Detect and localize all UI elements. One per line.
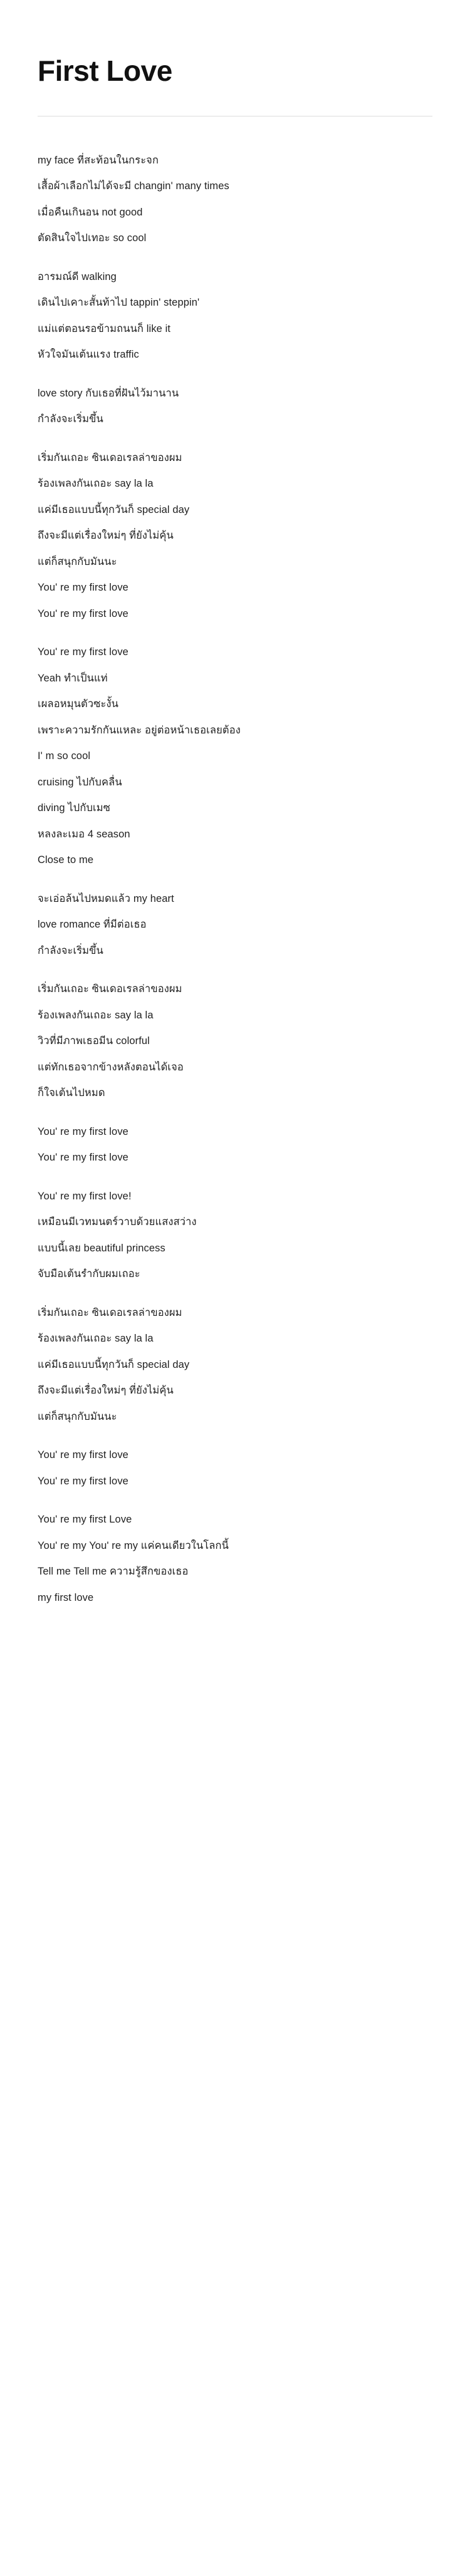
lyrics-stanza [38, 155, 432, 244]
lyrics-body [38, 155, 432, 1603]
lyrics-line: You' re my first love [38, 1152, 128, 1164]
lyrics-line: เหมือนมีเวทมนตร์วาบด้วยแสงสว่าง [38, 1216, 197, 1228]
lyrics-line: my face ที่สะท้อนในกระจก [38, 154, 159, 166]
lyrics-line: จะเอ่อล้นไปหมดแล้ว my heart [38, 892, 174, 904]
lyrics-line: แต่ก็สนุกกับมันนะ [38, 556, 117, 567]
lyrics-stanza [38, 453, 432, 619]
lyrics-line: cruising ไปกับคลื่น [38, 776, 122, 788]
lyrics-line: I' m so cool [38, 750, 91, 762]
lyrics-line: You' re my first Love [38, 1514, 132, 1526]
lyrics-line: Tell me Tell me ความรู้สึกของเธอ [38, 1566, 189, 1578]
lyrics-line: You' re my first love [38, 1449, 128, 1461]
lyrics-stanza [38, 272, 432, 360]
lyrics-stanza [38, 894, 432, 956]
page-title: First Love [38, 54, 172, 87]
lyrics-line: เริ่มกันเถอะ ซินเดอเรลล่าของผม [38, 452, 182, 463]
lyrics-line: เริ่มกันเถอะ ซินเดอเรลล่าของผม [38, 983, 182, 995]
lyrics-line: Yeah ทำเป็นแท่ [38, 672, 108, 684]
lyrics-line: วิวที่มีภาพเธอมีน colorful [38, 1035, 150, 1047]
lyrics-line: ร้องเพลงกันเถอะ say la la [38, 478, 154, 490]
lyrics-line: love story กับเธอที่ฝันไว้มานาน [38, 387, 179, 399]
lyrics-line: You' re my first love [38, 1125, 128, 1137]
lyrics-line: You' re my first love [38, 1475, 128, 1487]
lyrics-line: จับมือเต้นรำกับผมเถอะ [38, 1268, 140, 1280]
lyrics-line: แบบนี้เลย beautiful princess [38, 1242, 165, 1254]
lyrics-line: ถึงจะมีแต่เรื่องใหม่ๆ ที่ยังไม่คุ้น [38, 1385, 174, 1397]
lyrics-line: เผลอหมุนตัวซะงั้น [38, 698, 119, 710]
lyrics-line: อารมณ์ดี walking [38, 271, 117, 282]
lyrics-line: You' re my first love! [38, 1190, 132, 1202]
lyrics-line: Close to me [38, 854, 94, 866]
lyrics-line: You' re my first love [38, 646, 128, 658]
lyrics-line: เสื้อผ้าเลือกไม่ได้จะมี changin' many times [38, 180, 229, 192]
lyrics-stanza [38, 984, 432, 1099]
lyrics-stanza [38, 1514, 432, 1603]
lyrics-line: You' re my You' re my แค่คนเดียวในโลกนี้ [38, 1539, 229, 1551]
lyrics-stanza [38, 647, 432, 866]
lyrics-line: ตัดสินใจไปเทอะ so cool [38, 232, 147, 244]
lyrics-line: แต่ก็สนุกกับมันนะ [38, 1410, 117, 1422]
lyrics-line: เพราะความรักกันแหละ อยู่ต่อหน้าเธอเลยต้อง [38, 724, 241, 736]
lyrics-stanza [38, 388, 432, 425]
lyrics-line: แค่มีเธอแบบนี้ทุกวันก็ special day [38, 504, 190, 515]
lyrics-line: ถึงจะมีแต่เรื่องใหม่ๆ ที่ยังไม่คุ้น [38, 530, 174, 542]
lyrics-line: แต่ทักเธอจากข้างหลังตอนได้เจอ [38, 1061, 184, 1073]
lyrics-stanza [38, 1127, 432, 1163]
lyrics-line: my first love [38, 1591, 94, 1603]
lyrics-stanza [38, 1191, 432, 1280]
lyrics-line: หลงละเมอ 4 season [38, 828, 130, 840]
lyrics-line: เมื่อคืนเกินอน not good [38, 206, 143, 218]
lyrics-line: เดินไปเคาะสั้นท้าไป tappin' steppin' [38, 297, 200, 309]
lyrics-line: You' re my first love [38, 608, 128, 619]
lyrics-line: กำลังจะเริ่มขึ้น [38, 413, 103, 425]
lyrics-line: แค่มีเธอแบบนี้ทุกวันก็ special day [38, 1358, 190, 1370]
lyrics-line: กำลังจะเริ่มขึ้น [38, 944, 103, 956]
lyrics-line: เริ่มกันเถอะ ซินเดอเรลล่าของผม [38, 1306, 182, 1318]
lyrics-stanza [38, 1308, 432, 1422]
lyrics-line: ก็ใจเต้นไปหมด [38, 1087, 105, 1099]
lyrics-line: ร้องเพลงกันเถอะ say la la [38, 1333, 154, 1345]
lyrics-line: diving ไปกับเมซ [38, 802, 111, 814]
lyrics-line: ร้องเพลงกันเถอะ say la la [38, 1009, 154, 1021]
lyrics-line: หัวใจมันเต้นแรง traffic [38, 349, 139, 361]
lyrics-line: แม่แต่ตอนรอข้ามถนนก็ like it [38, 323, 171, 334]
lyrics-line: You' re my first love [38, 582, 128, 594]
lyrics-stanza [38, 1450, 432, 1486]
lyrics-line: love romance ที่มีต่อเธอ [38, 919, 147, 931]
